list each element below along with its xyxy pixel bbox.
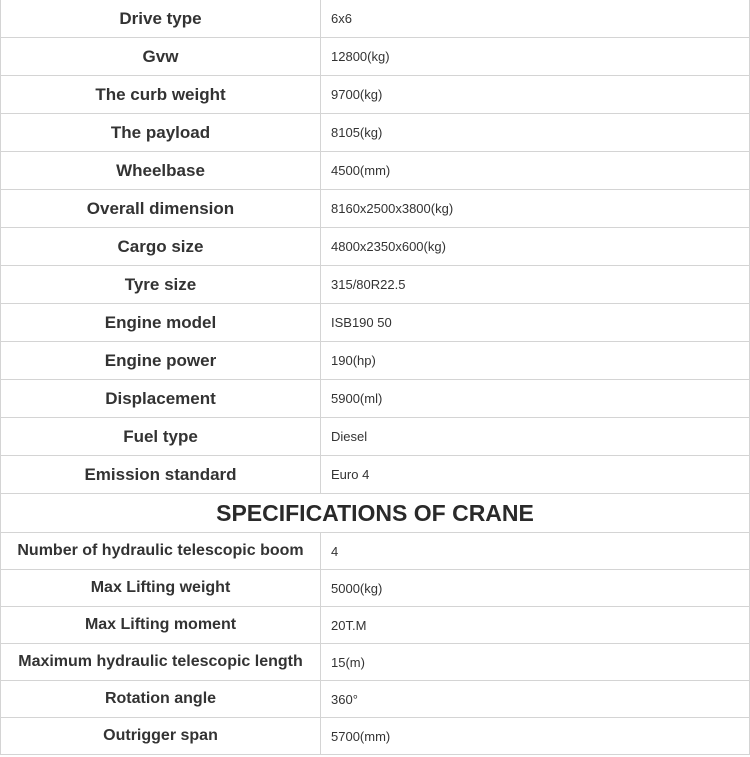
table-row <box>1 266 750 304</box>
spec-value: 12800(kg) <box>321 38 750 76</box>
spec-label: Gvw <box>1 38 321 76</box>
table-row <box>1 681 750 718</box>
spec-value: 8160x2500x3800(kg) <box>321 190 750 228</box>
spec-label: Engine power <box>1 342 321 380</box>
spec-value: 360° <box>321 681 750 718</box>
spec-label: Tyre size <box>1 266 321 304</box>
table-row <box>1 533 750 570</box>
spec-label: Maximum hydraulic telescopic length <box>1 644 321 681</box>
spec-value: 315/80R22.5 <box>321 266 750 304</box>
section-heading-row <box>1 494 750 533</box>
spec-label: Max Lifting moment <box>1 607 321 644</box>
table-row <box>1 644 750 681</box>
spec-label: Emission standard <box>1 456 321 494</box>
spec-label: Max Lifting weight <box>1 570 321 607</box>
spec-label: Rotation angle <box>1 681 321 718</box>
spec-value: 190(hp) <box>321 342 750 380</box>
spec-label: The curb weight <box>1 76 321 114</box>
spec-value: 20T.M <box>321 607 750 644</box>
spec-value: 8105(kg) <box>321 114 750 152</box>
table-row <box>1 418 750 456</box>
spec-value: ISB190 50 <box>321 304 750 342</box>
spec-value: 6x6 <box>321 0 750 38</box>
table-row <box>1 342 750 380</box>
table-row <box>1 76 750 114</box>
spec-label: Overall dimension <box>1 190 321 228</box>
spec-value: 15(m) <box>321 644 750 681</box>
spec-value: 4500(mm) <box>321 152 750 190</box>
spec-label: Outrigger span <box>1 718 321 755</box>
table-row <box>1 456 750 494</box>
spec-value: Diesel <box>321 418 750 456</box>
table-row <box>1 190 750 228</box>
table-row <box>1 607 750 644</box>
table-row <box>1 152 750 190</box>
table-row <box>1 570 750 607</box>
spec-label: Wheelbase <box>1 152 321 190</box>
spec-value: 5900(ml) <box>321 380 750 418</box>
spec-label: Fuel type <box>1 418 321 456</box>
table-row <box>1 38 750 76</box>
spec-value: 5000(kg) <box>321 570 750 607</box>
spec-label: Cargo size <box>1 228 321 266</box>
spec-label: Displacement <box>1 380 321 418</box>
table-row <box>1 114 750 152</box>
table-row <box>1 304 750 342</box>
spec-value: 9700(kg) <box>321 76 750 114</box>
table-row <box>1 380 750 418</box>
spec-value: Euro 4 <box>321 456 750 494</box>
table-row <box>1 718 750 755</box>
table-row <box>1 228 750 266</box>
spec-label: Engine model <box>1 304 321 342</box>
spec-value: 4800x2350x600(kg) <box>321 228 750 266</box>
spec-label: Drive type <box>1 0 321 38</box>
spec-label: Number of hydraulic telescopic boom <box>1 533 321 570</box>
table-row <box>1 0 750 38</box>
spec-value: 5700(mm) <box>321 718 750 755</box>
crane-section-title: SPECIFICATIONS OF CRANE <box>1 494 750 533</box>
spec-value: 4 <box>321 533 750 570</box>
spec-label: The payload <box>1 114 321 152</box>
